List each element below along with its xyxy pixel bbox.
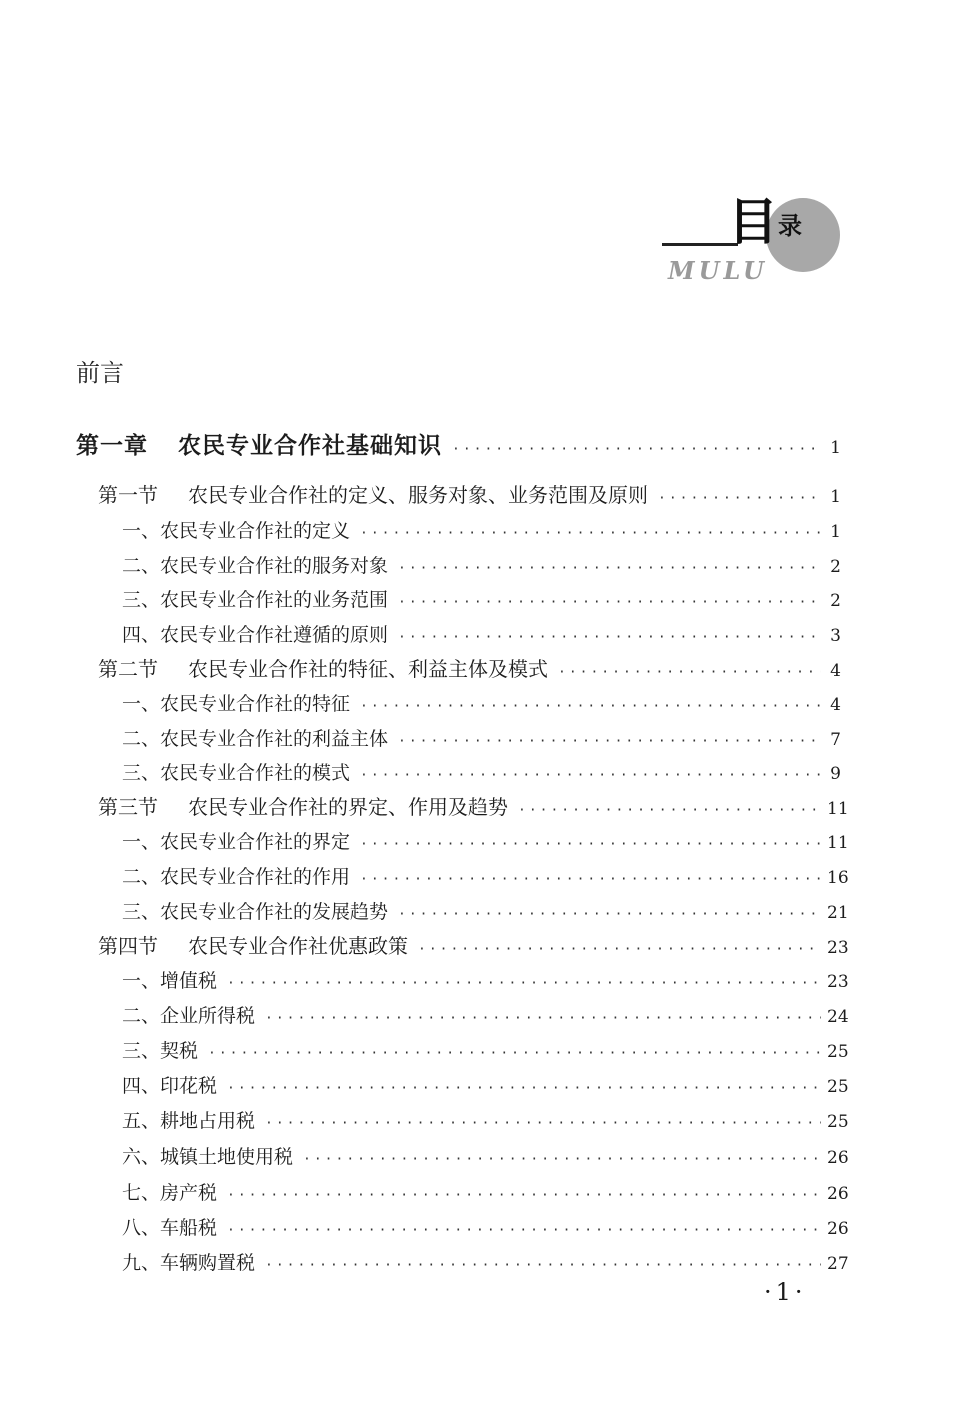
dot-leader	[558, 656, 821, 690]
dot-leader	[418, 933, 821, 967]
page-ref: 9	[830, 764, 841, 784]
dot-leader	[398, 586, 821, 620]
item-title: 五、耕地占用税	[122, 1110, 256, 1132]
toc-section[interactable]	[98, 478, 841, 512]
item-title: 一、农民专业合作社的定义	[122, 520, 351, 542]
page-ref: 11	[827, 833, 849, 853]
dot-leader	[360, 690, 821, 724]
toc-item[interactable]	[122, 895, 849, 929]
toc-item[interactable]	[122, 999, 849, 1033]
page-ref: 26	[827, 1148, 849, 1168]
item-title: 一、增值税	[122, 970, 218, 992]
item-title: 二、农民专业合作社的服务对象	[122, 555, 389, 577]
dot-leader	[398, 621, 821, 655]
dot-leader	[265, 1107, 821, 1141]
page-ref: 16	[827, 868, 849, 888]
item-title: 二、农民专业合作社的作用	[122, 866, 351, 888]
toc-item[interactable]	[122, 756, 841, 790]
toc-title-main: 目	[728, 192, 778, 251]
toc-title-pinyin: MULU	[668, 256, 768, 285]
page-ref: 26	[827, 1219, 849, 1239]
item-title: 六、城镇土地使用税	[122, 1146, 294, 1168]
toc-item[interactable]	[122, 964, 849, 998]
toc-section[interactable]	[98, 652, 841, 686]
item-title: 九、车辆购置税	[122, 1252, 256, 1274]
toc-item[interactable]	[122, 722, 841, 756]
toc-item[interactable]	[122, 1246, 849, 1280]
toc-item[interactable]	[122, 1034, 849, 1068]
item-title: 四、农民专业合作社遵循的原则	[122, 624, 389, 646]
page-ref: 25	[827, 1042, 849, 1062]
dot-leader	[452, 430, 821, 470]
item-title: 八、车船税	[122, 1217, 218, 1239]
toc-section[interactable]	[98, 929, 849, 963]
toc-item[interactable]	[122, 860, 849, 894]
item-title: 三、农民专业合作社的发展趋势	[122, 901, 389, 923]
dot-leader	[360, 828, 821, 862]
page-ref: 4	[830, 661, 841, 681]
chapter-title: 第一章 农民专业合作社基础知识	[76, 433, 442, 459]
toc-item[interactable]	[122, 514, 841, 548]
dot-leader	[658, 482, 821, 516]
toc-title-sub: 录	[778, 211, 802, 240]
toc-item[interactable]	[122, 618, 841, 652]
dot-leader	[265, 1249, 821, 1283]
toc-item[interactable]	[122, 583, 841, 617]
page-ref: 23	[827, 972, 849, 992]
dot-leader	[208, 1037, 821, 1071]
dot-leader	[518, 794, 821, 828]
preface-entry[interactable]: 前言	[76, 359, 124, 387]
dot-leader	[227, 967, 821, 1001]
page-ref: 1	[830, 438, 841, 458]
item-title: 七、房产税	[122, 1182, 218, 1204]
page-ref: 25	[827, 1112, 849, 1132]
toc-item[interactable]	[122, 1211, 849, 1245]
title-rule	[662, 243, 738, 246]
section-title: 第四节 农民专业合作社优惠政策	[98, 934, 408, 958]
page-ref: 25	[827, 1077, 849, 1097]
toc-item[interactable]	[122, 1140, 849, 1174]
toc-item[interactable]	[122, 549, 841, 583]
toc-item[interactable]	[122, 1104, 849, 1138]
toc-chapter-1[interactable]	[76, 426, 841, 466]
dot-leader	[360, 517, 821, 551]
page-ref: 7	[830, 730, 841, 750]
toc-item[interactable]	[122, 1069, 849, 1103]
dot-leader	[303, 1143, 821, 1177]
page-ref: 1	[830, 487, 841, 507]
dot-leader	[398, 725, 821, 759]
page-ref: 26	[827, 1184, 849, 1204]
item-title: 一、农民专业合作社的特征	[122, 693, 351, 715]
page-ref: 4	[830, 695, 841, 715]
page-ref: 3	[830, 626, 841, 646]
section-title: 第一节 农民专业合作社的定义、服务对象、业务范围及原则	[98, 483, 648, 507]
dot-leader	[398, 898, 821, 932]
item-title: 一、农民专业合作社的界定	[122, 831, 351, 853]
section-title: 第三节 农民专业合作社的界定、作用及趋势	[98, 795, 508, 819]
dot-leader	[227, 1214, 821, 1248]
page-ref: 21	[827, 903, 849, 923]
toc-item[interactable]	[122, 825, 849, 859]
item-title: 三、契税	[122, 1040, 199, 1062]
toc-item[interactable]	[122, 1176, 849, 1210]
dot-leader	[227, 1072, 821, 1106]
page-ref: 24	[827, 1007, 849, 1027]
page-ref: 27	[827, 1254, 849, 1274]
dot-leader	[227, 1179, 821, 1213]
item-title: 三、农民专业合作社的模式	[122, 762, 351, 784]
page-ref: 2	[830, 557, 841, 577]
toc-section[interactable]	[98, 790, 849, 824]
page-ref: 23	[827, 938, 849, 958]
dot-leader	[360, 863, 821, 897]
dot-leader	[265, 1002, 821, 1036]
item-title: 三、农民专业合作社的业务范围	[122, 589, 389, 611]
item-title: 四、印花税	[122, 1075, 218, 1097]
dot-leader	[398, 552, 821, 586]
page-number: ·1·	[764, 1278, 807, 1306]
item-title: 二、农民专业合作社的利益主体	[122, 728, 389, 750]
dot-leader	[360, 759, 821, 793]
section-title: 第二节 农民专业合作社的特征、利益主体及模式	[98, 657, 548, 681]
toc-item[interactable]	[122, 687, 841, 721]
page-ref: 2	[830, 591, 841, 611]
page-ref: 1	[830, 522, 841, 542]
item-title: 二、企业所得税	[122, 1005, 256, 1027]
page-ref: 11	[827, 799, 849, 819]
